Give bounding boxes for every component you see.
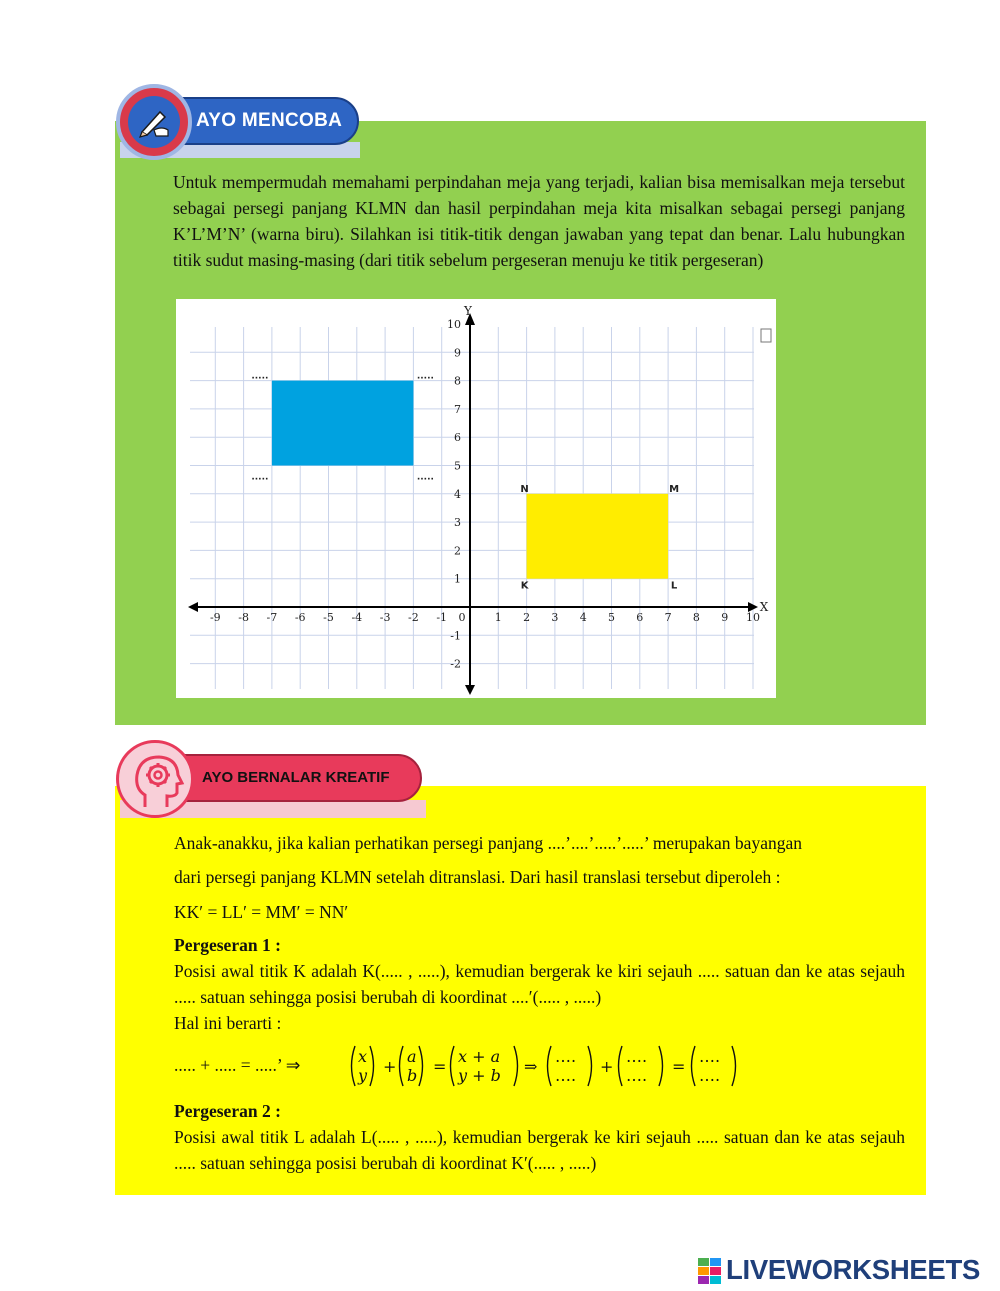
equals-1: =	[433, 1057, 447, 1076]
blank-label-bottom-right: .....	[416, 472, 434, 483]
vertex-label-m: M	[669, 483, 680, 495]
equals-2: =	[672, 1057, 686, 1076]
x-tick-label: 0	[458, 611, 466, 624]
v3-bottom: y + b	[458, 1066, 501, 1085]
x-tick-label: -7	[266, 611, 278, 624]
badge-pill	[160, 754, 422, 802]
y-tick-label: 10	[447, 318, 461, 331]
v2-bottom: b	[407, 1066, 418, 1085]
implies-symbol: ⇒	[524, 1057, 538, 1076]
v2-top: a	[407, 1047, 417, 1066]
y-tick-label: 2	[454, 544, 461, 558]
v1-bottom: y	[358, 1066, 368, 1085]
blank-1-top: ….	[555, 1047, 577, 1066]
blank-label-bottom-left: .....	[251, 472, 269, 483]
x-tick-label: 5	[608, 611, 615, 624]
y-tick-label: 9	[454, 346, 461, 360]
pencil-hand-icon	[116, 84, 192, 160]
x-tick-label: 1	[494, 611, 502, 624]
vector-formula	[348, 1043, 768, 1089]
blank-2-bottom: ….	[626, 1066, 648, 1085]
y-tick-label: 1	[454, 572, 461, 586]
x-tick-label: 4	[579, 611, 587, 624]
blank-3-top: ….	[699, 1047, 721, 1066]
ayo-bernalar-badge	[116, 740, 426, 820]
badge-title: AYO MENCOBA	[196, 110, 343, 131]
x-tick-label: 9	[721, 611, 729, 624]
x-tick-label: -8	[238, 611, 249, 624]
blank-2-top: ….	[626, 1047, 648, 1066]
y-tick-label: 6	[454, 431, 461, 445]
rectangle-klmn	[527, 494, 669, 579]
liveworksheets-wordmark: LIVEWORKSHEETS	[726, 1254, 981, 1285]
blank-label-top-left: .....	[251, 371, 269, 382]
plus-1: +	[383, 1057, 397, 1076]
y-tick-label: 4	[454, 487, 461, 501]
head-gear-icon	[116, 740, 194, 818]
x-axis-label: X	[759, 600, 769, 614]
translation-formula	[174, 1043, 774, 1089]
badge-title: AYO BERNALAR KREATIF	[202, 769, 390, 786]
vertex-label-l: L	[670, 580, 678, 592]
intro-line-1: Anak-anakku, jika kalian perhatikan persegi panjang ....’....’.....’.....’ merupakan bayangan	[174, 833, 802, 853]
coordinate-plane	[176, 299, 776, 698]
instruction-paragraph: Untuk mempermudah memahami perpindahan meja yang terjadi, kalian bisa memisalkan meja tersebut sebagai persegi panjang KLMN dan hasil perpindahan meja kita misalkan sebagai persegi panjang K’L’M’N’ (warna biru). Silahkan isi titik-titik dengan jawaban yang tepat dan benar. Lalu hubungkan titik sudut masing-masing (dari titik sebelum pergeseran menuju ke titik pergeseran)	[173, 172, 905, 270]
x-tick-label: 6	[636, 611, 644, 624]
plus-2: +	[600, 1057, 614, 1076]
x-tick-label: 2	[523, 611, 531, 624]
x-tick-label: 7	[664, 611, 672, 624]
liveworksheets-logo	[698, 1254, 994, 1288]
vertex-label-k: K	[520, 580, 529, 592]
x-axis-arrow-left	[188, 602, 198, 612]
meaning-line: Hal ini berarti :	[174, 1013, 282, 1033]
formula-lhs: ..... + ..... = .....’ ⇒	[174, 1055, 301, 1075]
ayo-mencoba-badge	[116, 84, 362, 160]
shift-1-text: Posisi awal titik K adalah K(..... , .....), kemudian bergerak ke kiri sejauh ..... satuan dan ke atas sejauh ..... satuan sehingga posisi berubah di koordinat ....′(..... , .....)	[174, 961, 905, 1007]
blank-1-bottom: ….	[555, 1066, 577, 1085]
coordinate-graph	[176, 299, 776, 698]
x-tick-label: -4	[351, 611, 363, 624]
blank-label-top-right: .....	[416, 371, 434, 382]
rectangle-k-prime-l-prime-m-prime-n-prime	[272, 381, 414, 466]
x-tick-label: -9	[209, 611, 221, 624]
y-tick-label: 8	[454, 374, 461, 388]
blank-3-bottom: ….	[699, 1066, 721, 1085]
liveworksheets-icon	[698, 1258, 722, 1284]
x-tick-label: -3	[379, 611, 391, 624]
x-tick-label: 10	[746, 611, 760, 624]
x-tick-label: -5	[323, 611, 334, 624]
x-tick-label: -1	[436, 611, 448, 624]
y-tick-label: -1	[450, 629, 461, 643]
x-tick-label: 3	[551, 611, 559, 624]
intro-line-2: dari persegi panjang KLMN setelah ditranslasi. Dari hasil translasi tersebut diperoleh :	[174, 867, 781, 887]
y-tick-label: 3	[454, 516, 461, 530]
v1-top: x	[358, 1047, 368, 1066]
y-tick-label: 7	[454, 402, 461, 416]
shift-2-text: Posisi awal titik L adalah L(..... , .....), kemudian bergerak ke kiri sejauh ..... satuan dan ke atas sejauh ..... satuan sehingga posisi berubah di koordinat K′(..... , .....)	[174, 1127, 905, 1173]
equal-distance-line: KK′ = LL′ = MM′ = NN′	[174, 902, 349, 922]
shift-1-heading: Pergeseran 1 :	[174, 935, 281, 955]
y-tick-label: 5	[454, 459, 461, 473]
vertex-label-n: N	[520, 483, 529, 495]
shift-2-heading: Pergeseran 2 :	[174, 1101, 281, 1121]
v3-top: x + a	[458, 1047, 501, 1066]
y-tick-label: -2	[450, 657, 461, 671]
page-corner-icon	[761, 329, 771, 342]
x-tick-label: -6	[294, 611, 306, 624]
x-tick-label: -2	[408, 611, 419, 624]
y-axis-label: Y	[464, 304, 472, 318]
y-axis-arrow-down	[465, 685, 475, 695]
x-tick-label: 8	[692, 611, 700, 624]
